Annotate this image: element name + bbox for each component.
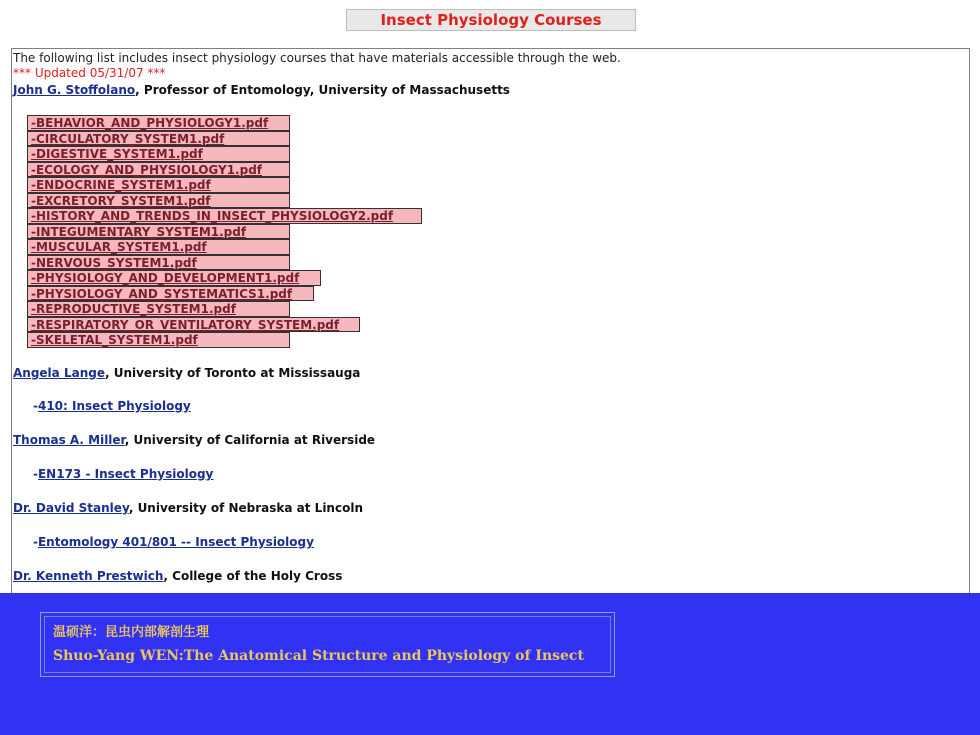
- professor-affiliation: , University of Toronto at Mississauga: [104, 366, 361, 380]
- professor-affiliation: , University of California at Riverside: [124, 433, 376, 447]
- footer-chinese-caption: 温硕洋：昆虫内部解剖生理: [53, 625, 210, 640]
- pdf-link[interactable]: -ECOLOGY_AND_PHYSIOLOGY1.pdf: [27, 162, 290, 178]
- professor-entry: [13, 433, 375, 447]
- pdf-link[interactable]: -SKELETAL_SYSTEM1.pdf: [27, 332, 290, 348]
- course-link[interactable]: Entomology 401/801 -- Insect Physiology: [37, 535, 314, 549]
- course-entry: [33, 399, 191, 413]
- professor-link-lange[interactable]: Angela Lange: [13, 366, 105, 380]
- page-title: Insect Physiology Courses: [346, 9, 636, 31]
- pdf-link[interactable]: -PHYSIOLOGY_AND_SYSTEMATICS1.pdf: [27, 286, 314, 302]
- pdf-link[interactable]: -REPRODUCTIVE_SYSTEM1.pdf: [27, 301, 290, 317]
- footer-english-caption: Shuo-Yang WEN:The Anatomical Structure and Physiology of Insect: [53, 648, 584, 664]
- professor-link-miller[interactable]: Thomas A. Miller: [13, 433, 125, 447]
- professor-entry: [13, 83, 510, 97]
- pdf-file-list: [27, 115, 422, 348]
- course-link[interactable]: EN173 - Insect Physiology: [37, 467, 214, 481]
- intro-text: The following list includes insect physiology courses that have materials accessible through the web.: [13, 51, 621, 65]
- professor-entry: [13, 569, 342, 583]
- professor-affiliation: , University of Nebraska at Lincoln: [128, 501, 363, 515]
- professor-entry: [13, 366, 360, 380]
- pdf-link[interactable]: -ENDOCRINE_SYSTEM1.pdf: [27, 177, 290, 193]
- course-link[interactable]: 410: Insect Physiology: [37, 399, 191, 413]
- professor-link-stanley[interactable]: Dr. David Stanley: [13, 501, 129, 515]
- professor-affiliation: , College of the Holy Cross: [163, 569, 343, 583]
- pdf-link[interactable]: -CIRCULATORY_SYSTEM1.pdf: [27, 131, 290, 147]
- course-entry: [33, 467, 213, 481]
- pdf-link[interactable]: -NERVOUS_SYSTEM1.pdf: [27, 255, 290, 271]
- pdf-link[interactable]: -RESPIRATORY_OR_VENTILATORY_SYSTEM.pdf: [27, 317, 360, 333]
- professor-link-stoffolano[interactable]: John G. Stoffolano: [13, 83, 136, 97]
- pdf-link[interactable]: -EXCRETORY_SYSTEM1.pdf: [27, 193, 290, 209]
- course-prefix: -: [33, 467, 38, 481]
- course-entry: [33, 535, 314, 549]
- pdf-link[interactable]: -PHYSIOLOGY_AND_DEVELOPMENT1.pdf: [27, 270, 321, 286]
- professor-affiliation: , Professor of Entomology, University of Massachusetts: [135, 83, 510, 97]
- updated-note: *** Updated 05/31/07 ***: [13, 66, 166, 80]
- professor-entry: [13, 501, 363, 515]
- pdf-link[interactable]: -HISTORY_AND_TRENDS_IN_INSECT_PHYSIOLOGY2.pdf: [27, 208, 422, 224]
- pdf-link[interactable]: -BEHAVIOR_AND_PHYSIOLOGY1.pdf: [27, 115, 290, 131]
- pdf-link[interactable]: -INTEGUMENTARY_SYSTEM1.pdf: [27, 224, 290, 240]
- course-prefix: -: [33, 399, 38, 413]
- course-prefix: -: [33, 535, 38, 549]
- professor-link-prestwich[interactable]: Dr. Kenneth Prestwich: [13, 569, 164, 583]
- pdf-link[interactable]: -MUSCULAR_SYSTEM1.pdf: [27, 239, 290, 255]
- pdf-link[interactable]: -DIGESTIVE_SYSTEM1.pdf: [27, 146, 290, 162]
